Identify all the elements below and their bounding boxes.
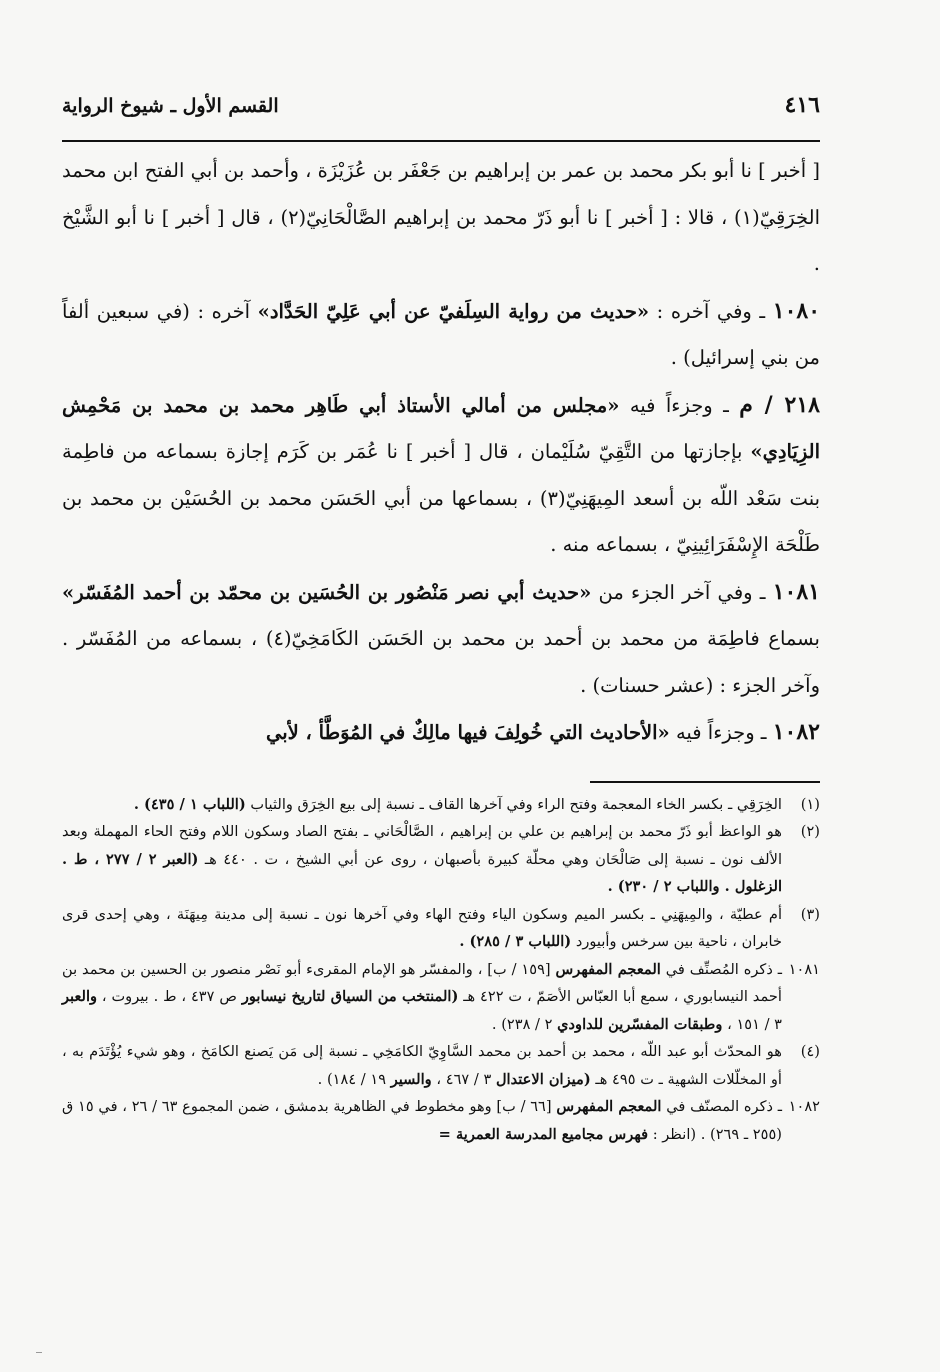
footnote-text: الخِرَقِي ـ بكسر الخاء المعجمة وفتح الراء وفي آخرها القاف ـ نسبة إلى بيع الخِرَق والثياب [250,795,782,813]
entry-lead: ـ وجزءاً فيه [629,393,729,417]
entry-1080 [62,288,820,382]
note-source: وطبقات المفسّرين للداودي [557,1015,723,1033]
footnote-text: ١٩ / ١٨٤) . [317,1070,387,1088]
entry-text: آخره : (في سبعين ألفاً من بني إسرائيل) . [62,299,820,369]
note-text: ص ٤٣٧ ، ط . بيروت ، [101,988,237,1005]
footnote-marker: (٣) [800,905,820,923]
entry-number: ٢١٨ / م [739,391,820,418]
footnote-marker: (١) [800,795,820,813]
note-marker: ١٠٨٢ [788,1098,821,1115]
running-title: القسم الأول ـ شيوخ الرواية [62,95,279,117]
footnote-4 [62,1038,820,1093]
entry-number: ١٠٨١ [772,578,820,605]
note-source: والعبر [62,988,98,1005]
footnote-marker: (٢) [800,823,820,840]
footnote-reference: (اللباب ١ / ٤٣٥) . [133,795,246,813]
note-text: ٣ / ١٥١ ، [727,1015,782,1033]
footnote-text: ٣ / ٤٦٧ ، [436,1070,492,1088]
footnote-3 [62,901,820,956]
entry-number: ١٠٨٢ [772,719,820,745]
entry-text: بإجازتها من التَّقِيّ سُلَيْمان ، قال [ أخبر ] نا عُمَر بن كَرَم إجازة بسماعه من فاطِمة بنت سَعْد اللّه بن أسعد المِيهَنِيّ(٣) ، بسماعها من أبي الحَسَن محمد بن الحُسَيْن بن محمد بن طَلْحَة الإِسْفَرَائِينِيّ ، بسماعه منه . [62,440,821,556]
scan-mark [36,1352,42,1353]
entry-1082 [62,709,820,757]
entry-218m [62,382,820,569]
entry-title: «حديث أبي نصر مَنْصُور بن الحُسَين بن محمّد بن أحمد المُفَسّر» [62,580,592,604]
main-text [62,148,820,757]
note-text: [١٥٩ / ب] ، والمفسّر هو الإمام المقرىء أبو نَصْر منصور بن الحسين بن محمد بن أحمد النيسابوري ، سمع أبا العبّاس الأصَمّ ، ت ٤٢٢ هـ [62,960,782,1005]
note-text: [٦٦ / ب] وهو مخطوط في الظاهرية بدمشق ، ضمن المجموع ٦٣ / ٢٦ ، في ١٥ ق (٢٥٥ ـ ٢٦٩) . (انظر : [62,1098,782,1143]
entry-number: ١٠٨٠ [772,297,821,324]
footnote-2 [62,818,820,901]
footnote-reference: والسير [390,1070,432,1088]
footnote-text: هو المحدّث أبو عبد اللّه ، محمد بن أحمد بن محمد السَّاوِيّ الكامَخِي ـ نسبة إلى مَن يَصنع الكامَخ ، وهو شيء يُؤْتَدَم به ، أو المخلّلات الشهية ـ ت ٤٩٥ هـ [62,1043,782,1088]
footnote-text: هو الواعظ أبو ذَرّ محمد بن إبراهيم بن علي بن إبراهيم ، الصَّالْحَاني ـ بفتح الصاد وسكون اللام وفتح الحاء المهملة وبعد الألف نون ـ نسبة إلى صَالْحَان وهي محلّة كبيرة بأصبهان ، روى عن أبي الشيخ ، ت . ٤٤٠ هـ [62,823,783,868]
entry-title: «حديث من رواية السِلَفيّ عن أبي عَلِيّ الحَدَّاد» [257,299,650,323]
note-text: ـ ذكره المُصنِّف في [665,960,782,978]
paragraph-isnad: [ أخبر ] نا أبو بكر محمد بن عمر بن إبراهيم بن جَعْفَر بن عُزَيْزَة ، وأحمد بن أبي الفتح ابن محمد الخِرَقِيّ(١) ، قالا : [ أخبر ] نا أبو ذَرّ محمد بن إبراهيم الصَّالْحَانِيّ(٢) ، قال [ أخبر ] نا أبو الشَّيْخ . [62,159,820,275]
note-marker: ١٠٨١ [788,960,820,978]
footnote-rule [590,781,820,783]
footnote-text: أم عطيّة ، والمِيهَنِي ـ بكسر الميم وسكون الياء وفتح الهاء وفي آخرها نون ـ نسبة إلى مدينة مِيهَنَة ، وهي إحدى قرى خابران ، ناحية بين سرخس وأبيورد [62,905,782,950]
page-header [62,92,820,122]
note-source: فهرس مجاميع المدرسة العمرية = [438,1125,649,1143]
book-page [62,92,820,1148]
entry-lead: ـ وجزءاً فيه [675,721,767,744]
entry-lead: ـ وفي آخر الجزء من [598,580,766,604]
entry-text: بسماع فاطِمَة من محمد بن أحمد بن محمد بن الحَسَن الكَامَخِيّ(٤) ، بسماعه من المُفَسّر . وآخر الجزء : (عشر حسنات) . [62,627,820,697]
note-source: (المنتخب من السياق لتاريخ نيسابور [241,988,459,1005]
note-1082 [62,1093,820,1148]
footnote-marker: (٤) [800,1043,820,1060]
header-rule [62,140,820,142]
note-source: المعجم المفهرس [555,960,661,978]
note-source: المعجم المفهرس [556,1098,662,1115]
footnote-1 [62,791,820,819]
entry-lead: ـ وفي آخره : [656,299,766,323]
entry-title: «مجلس من أمالي الأستاذ أبي طَاهِر محمد بن محمد بن مَحْمِش الزِيَادِي» [62,393,820,463]
footnote-reference: (اللباب ٣ / ٢٨٥) . [459,933,572,950]
entry-1081 [62,569,820,710]
footnote-reference: (ميزان الاعتدال [495,1070,591,1088]
note-1081 [62,956,820,1039]
entry-title: «الأحاديث التي خُولِفَ فيها مالِكٌ في المُوَطَّأ ، لأبي [265,721,670,744]
note-text: ٢ / ٢٣٨) . [491,1015,553,1033]
footnotes [62,791,820,1149]
page-number: ٤١٦ [784,92,820,118]
note-text: ـ ذكره المصنّف في [666,1098,783,1115]
footnote-reference: (العبر ٢ / ٢٧٧ ، ط . الزغلول . واللباب ٢ / ٢٣٠) . [62,850,782,895]
